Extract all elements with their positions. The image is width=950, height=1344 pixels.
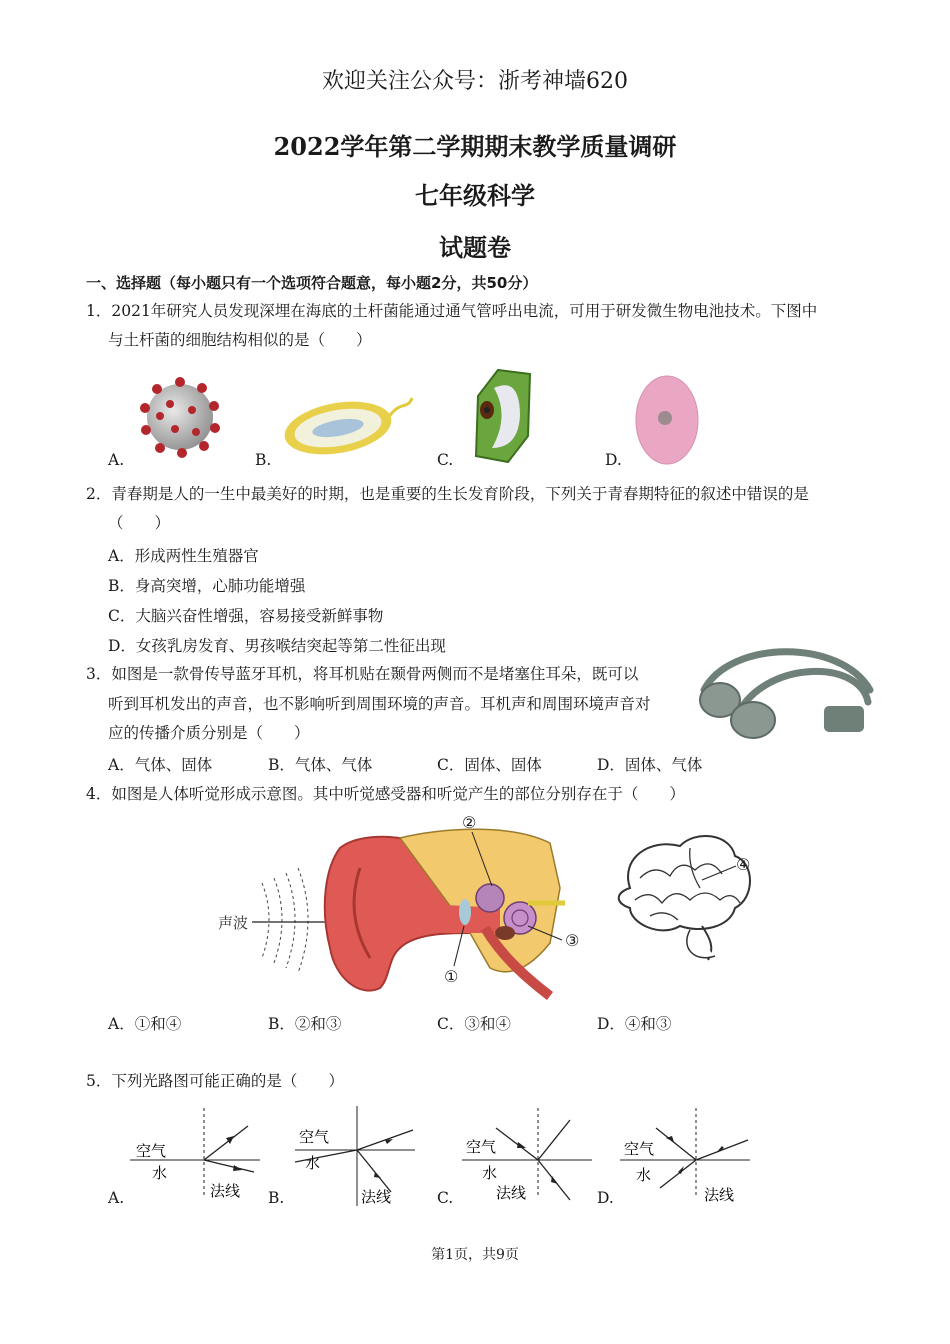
q2-option-c: C．大脑兴奋性增强，容易接受新鲜事物 bbox=[108, 607, 384, 625]
q2-option-d: D．女孩乳房发育、男孩喉结突起等第二性征出现 bbox=[108, 637, 446, 655]
marker-3: ③ bbox=[565, 931, 580, 950]
plant-cell-image bbox=[468, 366, 538, 466]
q1-option-d: D. bbox=[605, 451, 622, 469]
q5-line1: 5．下列光路图可能正确的是（ ） bbox=[86, 1072, 344, 1090]
q4-option-c: C．③和④ bbox=[437, 1015, 511, 1033]
animal-cell-image bbox=[632, 372, 702, 468]
bacterium-image bbox=[280, 390, 420, 460]
q5-normal-label: 法线 bbox=[496, 1184, 527, 1202]
q1-line1: 1．2021年研究人员发现深埋在海底的土杆菌能通过通气管呼出电流，可用于研发微生物电池技术。下图中 bbox=[86, 302, 818, 320]
page-number: 第1页，共9页 bbox=[431, 1247, 519, 1263]
q1-line2: 与土杆菌的细胞结构相似的是（ ） bbox=[108, 331, 372, 349]
q1-option-a: A. bbox=[108, 451, 125, 469]
q3-option-d: D．固体、气体 bbox=[597, 756, 703, 774]
light-path-a bbox=[130, 1108, 270, 1208]
q5-option-d: D. bbox=[597, 1189, 614, 1207]
q4-option-b: B．②和③ bbox=[268, 1015, 342, 1033]
q3-line2: 听到耳机发出的声音，也不影响听到周围环境的声音。耳机声和周围环境声音对 bbox=[108, 695, 651, 713]
q2-line2: （ ） bbox=[108, 514, 171, 532]
q5-water-label: 水 bbox=[152, 1164, 168, 1182]
q3-option-c: C．固体、固体 bbox=[437, 756, 542, 774]
q5-air-label: 空气 bbox=[624, 1140, 655, 1158]
q5-air-label: 空气 bbox=[136, 1142, 167, 1160]
q5-option-c: C. bbox=[437, 1189, 454, 1207]
q5-water-label: 水 bbox=[636, 1166, 652, 1184]
paper-subtitle: 七年级科学 bbox=[415, 181, 535, 210]
q5-air-label: 空气 bbox=[299, 1128, 330, 1146]
brain-image bbox=[619, 836, 750, 960]
marker-1: ① bbox=[444, 967, 459, 986]
bone-conduction-headphones-image bbox=[690, 640, 880, 745]
q1-option-b: B. bbox=[255, 451, 272, 469]
section-heading: 一、选择题（每小题只有一个选项符合题意，每小题2分，共50分） bbox=[86, 274, 538, 292]
q4-option-a: A．①和④ bbox=[108, 1015, 182, 1033]
q5-water-label: 水 bbox=[305, 1154, 321, 1172]
paper-title: 2022学年第二学期期末教学质量调研 bbox=[273, 132, 677, 161]
q5-air-label: 空气 bbox=[466, 1138, 497, 1156]
marker-4: ④ bbox=[736, 855, 751, 874]
q2-option-a: A．形成两性生殖器官 bbox=[108, 547, 259, 565]
q5-normal-label: 法线 bbox=[704, 1186, 735, 1204]
q1-option-c: C. bbox=[437, 451, 454, 469]
q3-option-a: A．气体、固体 bbox=[108, 756, 213, 774]
wechat-line: 欢迎关注公众号：浙考神墙620 bbox=[322, 69, 628, 94]
q4-option-d: D．④和③ bbox=[597, 1015, 672, 1033]
q5-option-b: B. bbox=[268, 1189, 285, 1207]
marker-2: ② bbox=[462, 813, 477, 832]
q2-option-b: B．身高突增，心肺功能增强 bbox=[108, 577, 306, 595]
q4-line1: 4．如图是人体听觉形成示意图。其中听觉感受器和听觉产生的部位分别存在于（ ） bbox=[86, 785, 685, 803]
virus-image bbox=[130, 372, 230, 462]
light-path-c bbox=[462, 1108, 602, 1208]
q3-option-b: B．气体、气体 bbox=[268, 756, 373, 774]
q5-water-label: 水 bbox=[482, 1164, 498, 1182]
light-path-b bbox=[295, 1106, 425, 1206]
q2-line1: 2．青春期是人的一生中最美好的时期，也是重要的生长发育阶段，下列关于青春期特征的叙述中错误的是 bbox=[86, 485, 809, 503]
q5-option-a: A. bbox=[108, 1189, 125, 1207]
q5-normal-label: 法线 bbox=[361, 1188, 392, 1206]
light-path-d bbox=[620, 1108, 760, 1208]
q5-normal-label: 法线 bbox=[210, 1182, 241, 1200]
sound-wave-label: 声波 bbox=[218, 914, 249, 932]
q3-line1: 3．如图是一款骨传导蓝牙耳机，将耳机贴在颞骨两侧而不是堵塞住耳朵，既可以 bbox=[86, 665, 639, 683]
paper-type: 试题卷 bbox=[439, 233, 511, 262]
q3-line3: 应的传播介质分别是（ ） bbox=[108, 724, 310, 742]
hearing-diagram bbox=[210, 808, 770, 1003]
